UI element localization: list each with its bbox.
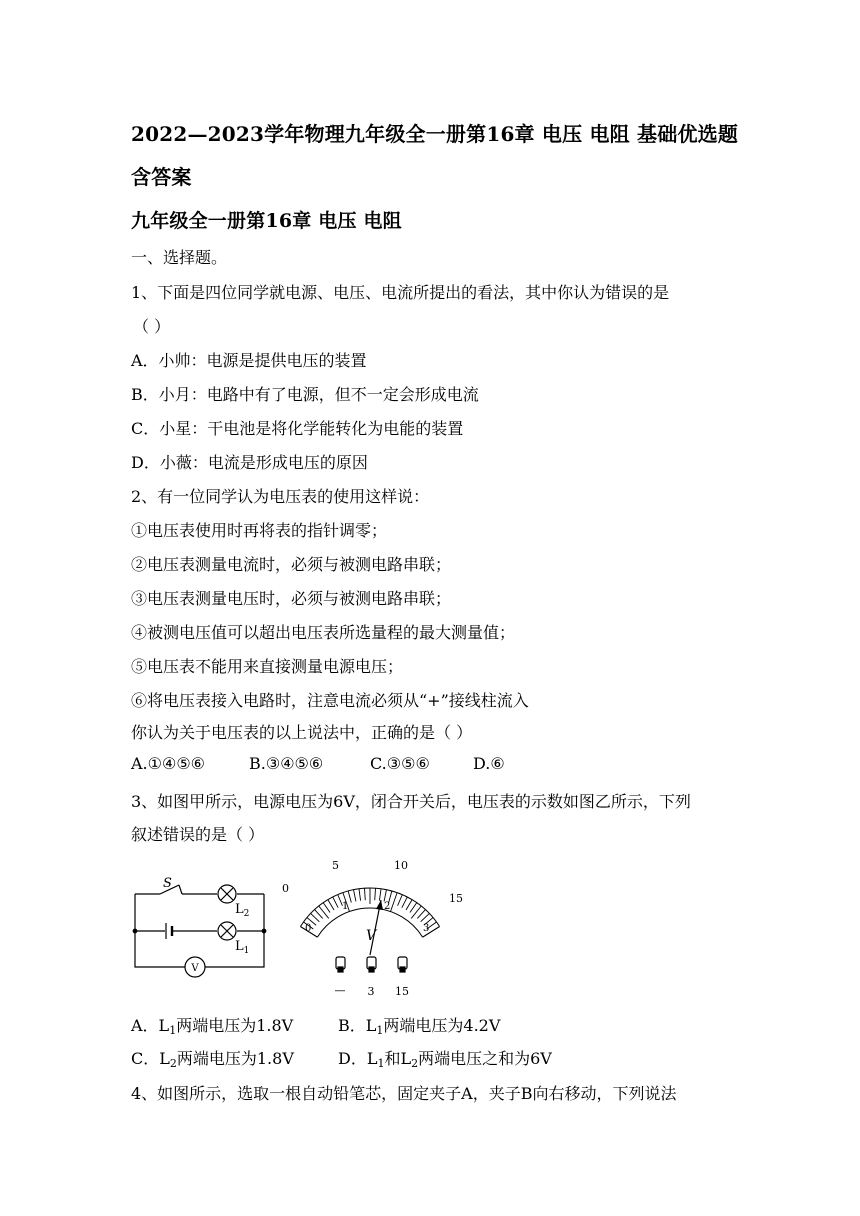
q2-item-5: ⑤电压表不能用来直接测量电源电压； bbox=[131, 657, 404, 676]
dial-tick bbox=[421, 913, 430, 921]
scale-outer-15: 15 bbox=[449, 892, 463, 905]
scale-inner-1: 1 bbox=[342, 901, 349, 912]
document-title-line1: 2022—2023学年物理九年级全一册第16章 电压 电阻 基础优选题 bbox=[131, 122, 739, 146]
dial-tick bbox=[391, 893, 398, 912]
q1-option-c: C．小星：干电池是将化学能转化为电能的装置 bbox=[131, 419, 464, 438]
voltmeter-symbol-label: V bbox=[191, 963, 199, 974]
q3-option-c: C．$L_2$两端电压为1.8V bbox=[131, 1049, 294, 1070]
scale-inner-0: 0 bbox=[305, 923, 312, 934]
dial-tick bbox=[417, 910, 425, 919]
dial-tick bbox=[348, 891, 351, 903]
q2-option-d: D.⑥ bbox=[473, 754, 505, 773]
terminal-minus: — bbox=[334, 984, 346, 997]
q2-option-b: B.③④⑤⑥ bbox=[249, 754, 324, 773]
dial-tick bbox=[410, 903, 417, 913]
q2-item-2: ②电压表测量电流时，必须与被测电路串联； bbox=[131, 555, 452, 574]
q4-stem: 4、如图所示，选取一根自动铅笔芯，固定夹子A，夹子B向右移动，下列说法 bbox=[131, 1084, 677, 1103]
dial-tick bbox=[311, 913, 320, 921]
section-heading: 一、选择题。 bbox=[131, 248, 228, 267]
q2-stem: 2、有一位同学认为电压表的使用这样说： bbox=[131, 487, 430, 506]
q2-item-3: ③电压表测量电压时，必须与被测电路串联； bbox=[131, 589, 452, 608]
lamp2-label: $L_2$ bbox=[235, 902, 250, 919]
q1-answer-paren: （ ） bbox=[133, 317, 171, 336]
q1-option-d: D．小薇：电流是形成电压的原因 bbox=[131, 453, 368, 472]
dial-tick bbox=[406, 900, 412, 910]
scale-outer-10: 10 bbox=[394, 859, 408, 872]
dial-tick bbox=[333, 897, 338, 908]
terminal-3: 3 bbox=[367, 985, 375, 998]
voltmeter-dial bbox=[282, 859, 463, 998]
q2-item-4: ④被测电压值可以超出电压表所选量程的最大测量值； bbox=[131, 623, 516, 642]
dial-tick bbox=[359, 889, 361, 901]
q3-option-d: D．$L_1$和$L_2$两端电压之和为6V bbox=[338, 1049, 552, 1070]
chapter-subtitle: 九年级全一册第16章 电压 电阻 bbox=[131, 210, 402, 232]
dial-tick bbox=[379, 889, 381, 901]
q3-stem-line2: 叙述错误的是（ ） bbox=[131, 825, 265, 844]
lamp1-label: $L_1$ bbox=[235, 939, 250, 956]
dial-tick bbox=[323, 903, 330, 913]
dial-tick bbox=[354, 890, 356, 902]
scale-inner-2: 2 bbox=[384, 901, 391, 912]
circuit-diagram bbox=[133, 885, 266, 977]
q2-item-6: ⑥将电压表接入电路时，注意电流必须从“+”接线柱流入 bbox=[131, 691, 529, 710]
terminal-posts bbox=[336, 957, 407, 972]
q3-option-b: B．$L_1$两端电压为4.2V bbox=[338, 1016, 501, 1037]
document-title-line2: 含答案 bbox=[131, 165, 192, 189]
q3-figure bbox=[127, 852, 467, 1002]
terminal-15: 15 bbox=[395, 985, 409, 998]
q1-option-a: A．小帅：电源是提供电压的装置 bbox=[131, 351, 367, 370]
dial-unit-letter: V bbox=[366, 928, 377, 944]
dial-tick bbox=[315, 910, 323, 919]
dial-tick bbox=[398, 895, 403, 906]
q2-item-1: ①电压表使用时再将表的指针调零； bbox=[131, 521, 388, 540]
q3-stem-line1: 3、如图甲所示，电源电压为6V，闭合开关后，电压表的示数如图乙所示，下列 bbox=[131, 792, 691, 811]
dial-tick bbox=[328, 900, 334, 910]
q3-option-a: A．$L_1$两端电压为1.8V bbox=[131, 1016, 294, 1037]
q1-stem: 1、下面是四位同学就电源、电压、电流所提出的看法，其中你认为错误的是 bbox=[131, 283, 670, 302]
dial-tick bbox=[375, 888, 376, 900]
q2-question: 你认为关于电压表的以上说法中，正确的是（ ） bbox=[131, 723, 473, 742]
q2-option-c: C.③⑤⑥ bbox=[370, 754, 430, 773]
dial-tick bbox=[402, 897, 407, 908]
scale-inner-3: 3 bbox=[423, 923, 430, 934]
scale-outer-5: 5 bbox=[332, 859, 339, 872]
q1-option-b: B．小月：电路中有了电源，但不一定会形成电流 bbox=[131, 385, 479, 404]
dial-tick bbox=[384, 890, 386, 902]
dial-tick bbox=[364, 888, 365, 900]
switch-label: S bbox=[163, 876, 172, 891]
q2-option-a: A.①④⑤⑥ bbox=[131, 754, 206, 773]
scale-outer-0: 0 bbox=[282, 882, 289, 895]
